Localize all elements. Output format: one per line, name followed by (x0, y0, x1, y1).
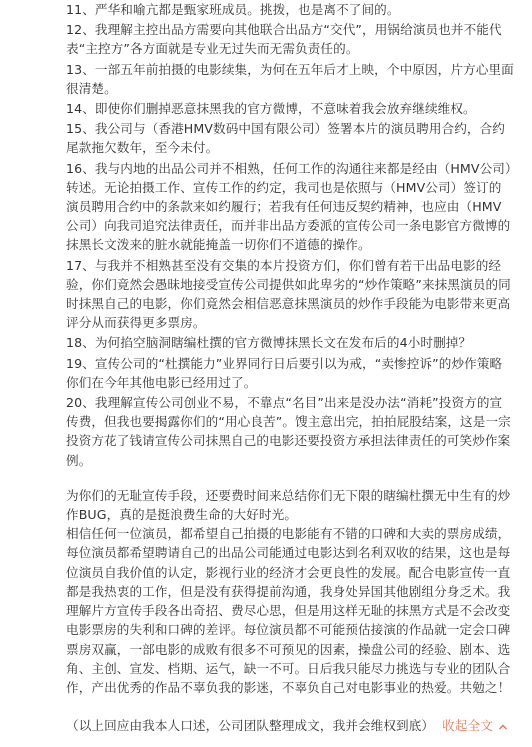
closing-paragraph: 相信任何一位演员，都希望自己拍摄的电影能有不错的口碑和大卖的票房成绩，每位演员都希望聘请自己的出品公司能通过电影达到名利双收的结果，这也是每位演员自我价值的认定，影视行业的经济才会更良性的发展。配合电影宣传一直都是我热衷的工作，但是没有获得提前沟通，我身处异国其他剧组分身乏术。我理解片方宣传手段各出奇招、费尽心思，但是用这样无耻的抹黑方式是不会改变电影票房的失利和口碑的差评。每位演员都不可能预估接演的作品就一定会口碑票房双赢，一部电影的成败有很多不可预见的因素，操盘公司的经验、剧本、选角、主创、宣发、档期、运气，缺一不可。日后我只能尽力挑选与专业的团队合作，产出优秀的作品不辜负我的影迷，不辜负自己对电影事业的热爱。共勉之！ (66, 526, 511, 695)
list-item: 17、与我并不相熟甚至没有交集的本片投资方们，你们曾有若干出品电影的经验，你们竟然会愚昧地接受宣传公司提供如此卑劣的“炒作策略”来抹黑演员的同时抹黑自己的电影，你们竟然会相信恶意抹黑演员的炒作手段能为电影带来更高评分从而获得更多票房。 (66, 257, 511, 331)
list-item: 13、一部五年前拍摄的电影续集，为何在五年后才上映，个中原因，片方心里面很清楚。 (66, 61, 514, 96)
collapse-label: 收起全文 (442, 718, 493, 733)
chevron-up-icon (498, 722, 508, 732)
list-item: 18、为何掐空脑洞瞎编杜撰的官方微博抹黑长文在发布后的4小时删掉？ (66, 335, 472, 351)
closing-section (66, 486, 514, 697)
post-footer (66, 716, 514, 736)
list-item: 14、即使你们删掉恶意抹黑我的官方微博，不意味着我会放弃继续维权。 (66, 101, 476, 117)
list-item: 19、宣传公司的“杜撰能力”业界同行日后要引以为戒，“卖惨控诉”的炒作策略你们在今年其他电影已经用过了。 (66, 355, 503, 390)
list-item: 11、严华和喻亢都是甄家班成员。挑拨，也是离不了间的。 (66, 2, 400, 17)
collapse-button[interactable] (442, 718, 508, 733)
numbered-list (66, 0, 514, 470)
closing-paragraph: 为你们的无耻宣传手段，还要费时间来总结你们无下限的瞎编杜撰无中生有的炒作BUG，真的是挺浪费生命的大好时光。 (66, 487, 511, 523)
list-item: 16、我与内地的出品公司并不相熟，任何工作的沟通往来都是经由（HMV公司）转述。无论拍摄工作、宣传工作的约定，我司也是依照与（HMV公司）签订的演员聘用合约中的条款来如约履行；若我有任何违反契约精神，也应由（HMV公司）向我司追究法律责任，而并非出品方委派的宣传公司一条电影官方微博的抹黑长文泼来的脏水就能掩盖一切你们不道德的操作。 (66, 160, 512, 253)
list-item: 15、我公司与（香港HMV数码中国有限公司）签署本片的演员聘用合约，合约尾款拖欠数年，至今未付。 (66, 121, 505, 156)
list-item: 20、我理解宣传公司创业不易，不靠点“名目”出来是没办法“消耗”投资方的宣传费，但我也要揭露你们的“用心良苦”。馊主意出完，拍拍屁股结案，这是一宗投资方花了钱请宣传公司抹黑自己的电影还要投资方承担法律责任的可笑炒作案例。 (66, 395, 511, 468)
list-item: 12、我理解主控出品方需要向其他联合出品方“交代”，用锅给演员也并不能代表“主控方”各方面就是专业无过失而无需负责任的。 (66, 22, 502, 57)
footer-note: （以上回应由我本人口述，公司团队整理成文，我并会维权到底） (66, 718, 435, 733)
paragraph-gap (66, 471, 514, 486)
